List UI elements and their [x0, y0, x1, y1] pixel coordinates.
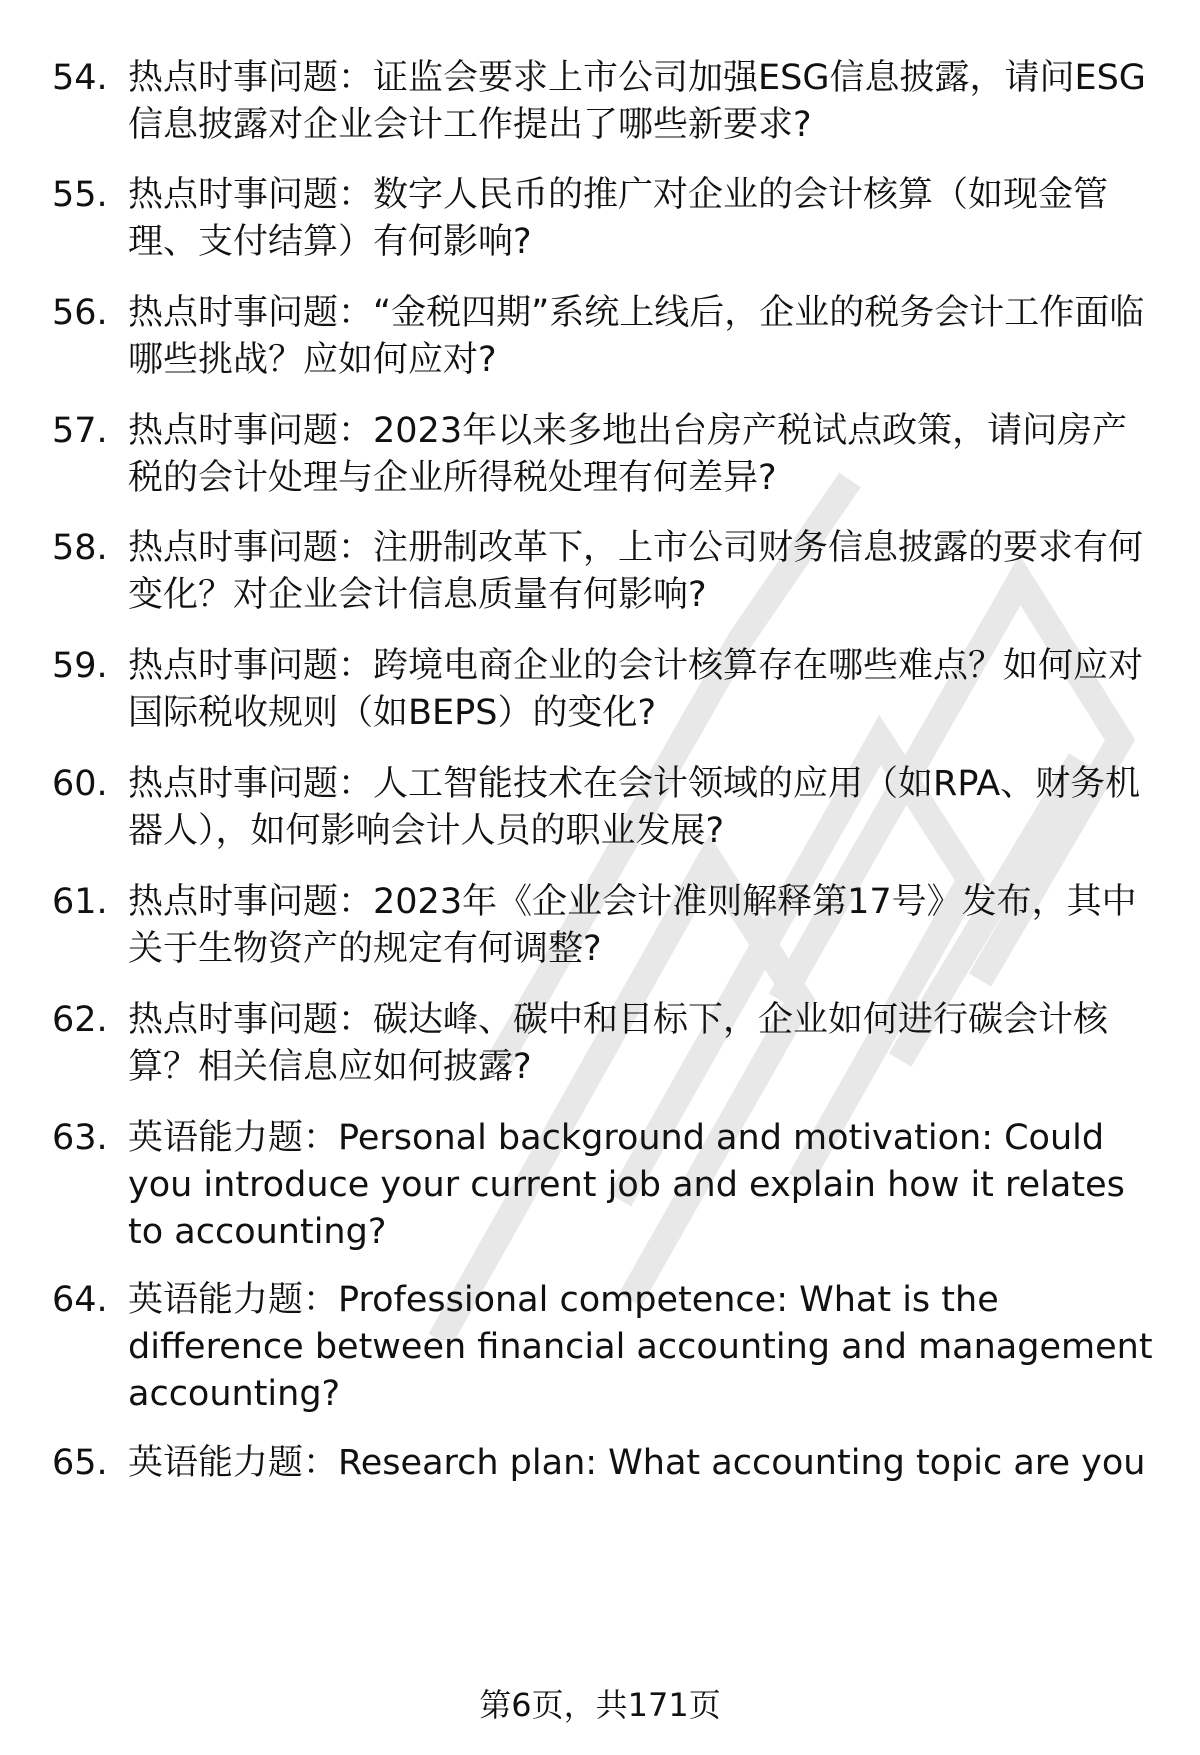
question-text — [128, 290, 1162, 384]
question-body: 注册制改革下，上市公司财务信息披露的要求有何变化？对企业会计信息质量有何影响? — [128, 528, 1144, 615]
question-category: 英语能力题： — [128, 1118, 339, 1158]
question-text — [128, 1440, 1162, 1487]
question-category: 热点时事问题： — [128, 1000, 374, 1040]
question-body: 人工智能技术在会计领域的应用（如RPA、财务机器人），如何影响会计人员的职业发展? — [128, 764, 1141, 851]
question-text — [128, 643, 1162, 737]
question-item — [52, 761, 1162, 855]
question-number: 55. — [52, 175, 108, 215]
question-body: Research plan: What accounting topic are you — [338, 1443, 1146, 1483]
question-body: 证监会要求上市公司加强ESG信息披露，请问ESG信息披露对企业会计工作提出了哪些新要求? — [128, 58, 1146, 145]
question-text — [128, 408, 1162, 502]
page-footer: 第6页，共171页 — [479, 1686, 721, 1724]
question-number: 60. — [52, 764, 108, 804]
question-item — [52, 879, 1162, 973]
question-item — [52, 55, 1162, 149]
question-item — [52, 290, 1162, 384]
question-body: 2023年《企业会计准则解释第17号》发布，其中关于生物资产的规定有何调整? — [128, 882, 1137, 969]
question-number: 63. — [52, 1118, 108, 1158]
question-number: 64. — [52, 1280, 108, 1320]
question-text — [128, 997, 1162, 1091]
question-item — [52, 525, 1162, 619]
question-item — [52, 1277, 1162, 1418]
question-body: 跨境电商企业的会计核算存在哪些难点？如何应对国际税收规则（如BEPS）的变化? — [128, 646, 1144, 733]
question-category: 热点时事问题： — [128, 528, 374, 568]
question-body: 数字人民币的推广对企业的会计核算（如现金管理、支付结算）有何影响? — [128, 175, 1109, 262]
question-item — [52, 408, 1162, 502]
question-category: 热点时事问题： — [128, 175, 374, 215]
question-category: 热点时事问题： — [128, 293, 374, 333]
question-category: 热点时事问题： — [128, 646, 374, 686]
question-text — [128, 525, 1162, 619]
question-category: 英语能力题： — [128, 1280, 339, 1320]
question-item — [52, 172, 1162, 266]
question-number: 56. — [52, 293, 108, 333]
question-number: 59. — [52, 646, 108, 686]
question-item — [52, 1440, 1162, 1487]
question-text — [128, 761, 1162, 855]
question-text — [128, 55, 1162, 149]
question-item — [52, 1115, 1162, 1256]
question-body: 碳达峰、碳中和目标下，企业如何进行碳会计核算？相关信息应如何披露? — [128, 1000, 1109, 1087]
question-body: “金税四期”系统上线后，企业的税务会计工作面临哪些挑战？应如何应对? — [128, 293, 1145, 380]
question-item — [52, 997, 1162, 1091]
question-body: Personal background and motivation: Could you introduce your current job and explain how it relates to accounting? — [128, 1118, 1125, 1252]
question-body: Professional competence: What is the difference between financial accounting and management accounting? — [128, 1280, 1153, 1414]
question-category: 热点时事问题： — [128, 882, 374, 922]
question-text — [128, 1115, 1162, 1256]
question-category: 热点时事问题： — [128, 58, 374, 98]
question-text — [128, 1277, 1162, 1418]
question-category: 英语能力题： — [128, 1443, 339, 1483]
question-number: 58. — [52, 528, 108, 568]
question-item — [52, 643, 1162, 737]
question-category: 热点时事问题： — [128, 764, 374, 804]
question-number: 62. — [52, 1000, 108, 1040]
question-category: 热点时事问题： — [128, 411, 374, 451]
question-text — [128, 172, 1162, 266]
question-text — [128, 879, 1162, 973]
question-body: 2023年以来多地出台房产税试点政策，请问房产税的会计处理与企业所得税处理有何差异? — [128, 411, 1128, 498]
question-number: 57. — [52, 411, 108, 451]
question-number: 54. — [52, 58, 108, 98]
question-number: 61. — [52, 882, 108, 922]
question-number: 65. — [52, 1443, 108, 1483]
